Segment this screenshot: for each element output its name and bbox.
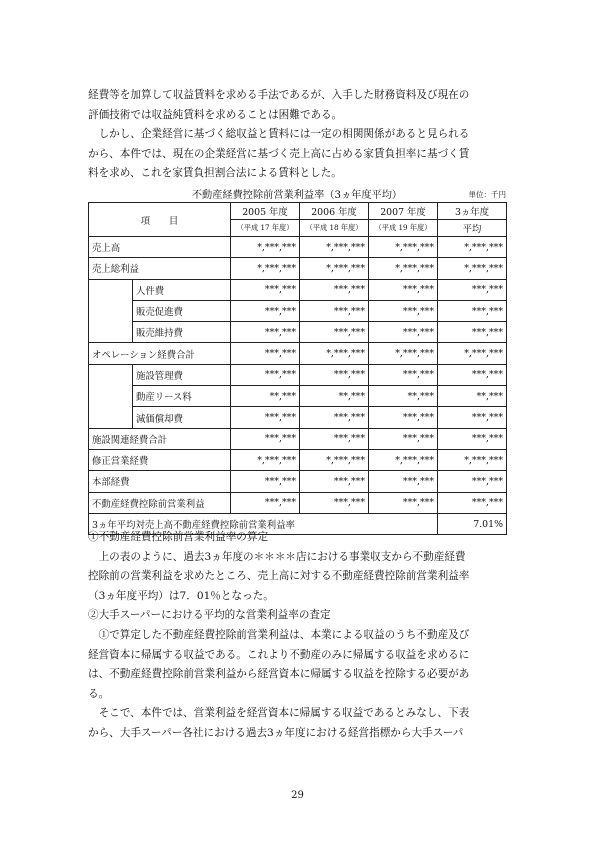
- table-row: [89, 322, 507, 343]
- table-caption-row: [88, 186, 506, 200]
- table-unit: 単位：千円: [468, 190, 506, 199]
- body-line: 上の表のように、過去3ヵ年度の＊＊＊＊店における事業収支から不動産経費: [88, 550, 466, 563]
- table-row: [89, 471, 507, 492]
- body-line: から、大手スーパー各社における過去3ヵ年度における経営指標から大手スーパ: [88, 726, 464, 739]
- row-label: 本部経費: [89, 471, 231, 492]
- body-line: 控除前の営業利益を求めたところ、売上高に対する不動産経費控除前営業利益率: [88, 570, 470, 583]
- cell-value: ***,***: [231, 407, 300, 428]
- cell-value: ***,***: [231, 343, 300, 364]
- cell-value: ***,***: [369, 471, 438, 492]
- cell-value: ***,***: [438, 407, 507, 428]
- cell-value: ***,***: [438, 428, 507, 449]
- table-row: [89, 279, 507, 300]
- intro-line: 評価技術では収益純賃料を求めることは困難である。: [88, 108, 343, 121]
- cell-value: ***,***: [300, 364, 369, 385]
- row-label: 減価償却費: [133, 407, 231, 428]
- table-header-row: [89, 203, 507, 220]
- indent-cell: [89, 364, 133, 428]
- cell-value: ***,***: [438, 364, 507, 385]
- cell-value: *,***,***: [438, 258, 507, 279]
- header-col-2007: 2007 年度: [369, 203, 438, 220]
- subheader-col-2006: （平成 18 年度）: [300, 220, 369, 237]
- cell-value: ***,***: [300, 471, 369, 492]
- intro-line: から、本件では、現在の企業経営に基づく売上高に占める家賃負担率に基づく賃: [88, 147, 470, 160]
- table-row: [89, 343, 507, 364]
- intro-paragraph: [88, 86, 506, 184]
- intro-line: 経費等を加算して収益賃料を求める手法であるが、入手した財務資料及び現在の: [88, 89, 470, 101]
- cell-value: ***,***: [438, 279, 507, 300]
- operating-profit-table: [88, 202, 507, 535]
- cell-value: *,***,***: [231, 449, 300, 470]
- cell-value: *,***,***: [369, 449, 438, 470]
- cell-value: **,***: [300, 386, 369, 407]
- cell-value: ***,***: [231, 364, 300, 385]
- table-row: [89, 300, 507, 321]
- row-label: 施設関連経費合計: [89, 428, 231, 449]
- cell-value: ***,***: [438, 322, 507, 343]
- cell-value: ***,***: [231, 322, 300, 343]
- cell-value: **,***: [438, 386, 507, 407]
- cell-value: ***,***: [369, 300, 438, 321]
- body-line: は、不動産経費控除前営業利益から経営資本に帰属する収益を控除する必要があ: [88, 668, 470, 681]
- cell-value: *,***,***: [231, 237, 300, 258]
- cell-value: *,***,***: [369, 258, 438, 279]
- table-caption: 不動産経費控除前営業利益率（3ヵ年度平均）: [191, 190, 403, 201]
- row-label: 販売維持費: [133, 322, 231, 343]
- cell-value: ***,***: [438, 300, 507, 321]
- table-row: [89, 492, 507, 513]
- summary-label: 3ヵ年平均対売上高不動産経費控除前営業利益率: [89, 513, 438, 534]
- cell-value: ***,***: [369, 492, 438, 513]
- cell-value: ***,***: [300, 407, 369, 428]
- cell-value: ***,***: [300, 300, 369, 321]
- cell-value: ***,***: [300, 322, 369, 343]
- indent-cell: [89, 279, 133, 343]
- table-row: [89, 237, 507, 258]
- cell-value: ***,***: [438, 471, 507, 492]
- cell-value: ***,***: [231, 428, 300, 449]
- cell-value: ***,***: [369, 364, 438, 385]
- row-label: 不動産経費控除前営業利益: [89, 492, 231, 513]
- body-text: [88, 528, 506, 744]
- cell-value: ***,***: [369, 322, 438, 343]
- table-row: [89, 364, 507, 385]
- cell-value: ***,***: [231, 300, 300, 321]
- body-line: （3ヵ年度平均）は7．01％となった。: [88, 589, 274, 602]
- row-label: オペレーション経費合計: [89, 343, 231, 364]
- cell-value: *,***,***: [300, 449, 369, 470]
- cell-value: *,***,***: [369, 343, 438, 364]
- cell-value: *,***,***: [369, 237, 438, 258]
- summary-value: 7.01%: [438, 513, 507, 534]
- cell-value: ***,***: [231, 471, 300, 492]
- cell-value: **,***: [231, 386, 300, 407]
- intro-line: 料を求め、これを家賃負担割合法による賃料とした。: [88, 167, 342, 180]
- row-label: 修正営業経費: [89, 449, 231, 470]
- body-line: そこで、本件では、営業利益を経営資本に帰属する収益であるとみなし、下表: [88, 707, 470, 720]
- table-row: [89, 428, 507, 449]
- page-number: 29: [291, 790, 304, 801]
- row-label: 売上総利益: [89, 258, 231, 279]
- cell-value: **,***: [369, 386, 438, 407]
- cell-value: ***,***: [300, 279, 369, 300]
- intro-line: しかし、企業経営に基づく総収益と賃料には一定の相関関係があると見られる: [88, 128, 470, 141]
- cell-value: *,***,***: [438, 237, 507, 258]
- row-label: 人件費: [133, 279, 231, 300]
- cell-value: *,***,***: [300, 343, 369, 364]
- cell-value: ***,***: [369, 407, 438, 428]
- cell-value: ***,***: [369, 279, 438, 300]
- cell-value: *,***,***: [438, 449, 507, 470]
- row-label: 動産リース料: [133, 386, 231, 407]
- body-line: ②大手スーパーにおける平均的な営業利益率の査定: [88, 609, 331, 622]
- cell-value: ***,***: [231, 492, 300, 513]
- header-item: 項 目: [89, 203, 231, 237]
- subheader-col-2007: （平成 19 年度）: [369, 220, 438, 237]
- header-col-2006: 2006 年度: [300, 203, 369, 220]
- cell-value: ***,***: [300, 428, 369, 449]
- subheader-col-2005: （平成 17 年度）: [231, 220, 300, 237]
- cell-value: ***,***: [438, 492, 507, 513]
- header-col-average: 3ヵ年度: [438, 203, 507, 220]
- subheader-col-average: 平均: [438, 220, 507, 237]
- row-label: 施設管理費: [133, 364, 231, 385]
- cell-value: *,***,***: [438, 343, 507, 364]
- cell-value: ***,***: [231, 279, 300, 300]
- cell-value: ***,***: [369, 428, 438, 449]
- body-line: 経営資本に帰属する収益である。これより不動産のみに帰属する収益を求めるに: [88, 648, 470, 661]
- table-row: [89, 258, 507, 279]
- cell-value: *,***,***: [231, 258, 300, 279]
- table-row: [89, 386, 507, 407]
- body-line: る。: [88, 687, 110, 700]
- cell-value: *,***,***: [300, 258, 369, 279]
- header-col-2005: 2005 年度: [231, 203, 300, 220]
- table-row: [89, 407, 507, 428]
- body-line: ①不動産経費控除前営業利益率の算定: [88, 531, 269, 543]
- row-label: 販売促進費: [133, 300, 231, 321]
- row-label: 売上高: [89, 237, 231, 258]
- cell-value: *,***,***: [300, 237, 369, 258]
- cell-value: ***,***: [300, 492, 369, 513]
- body-line: ①で算定した不動産経費控除前営業利益は、本業による収益のうち不動産及び: [88, 628, 470, 641]
- table-row: [89, 449, 507, 470]
